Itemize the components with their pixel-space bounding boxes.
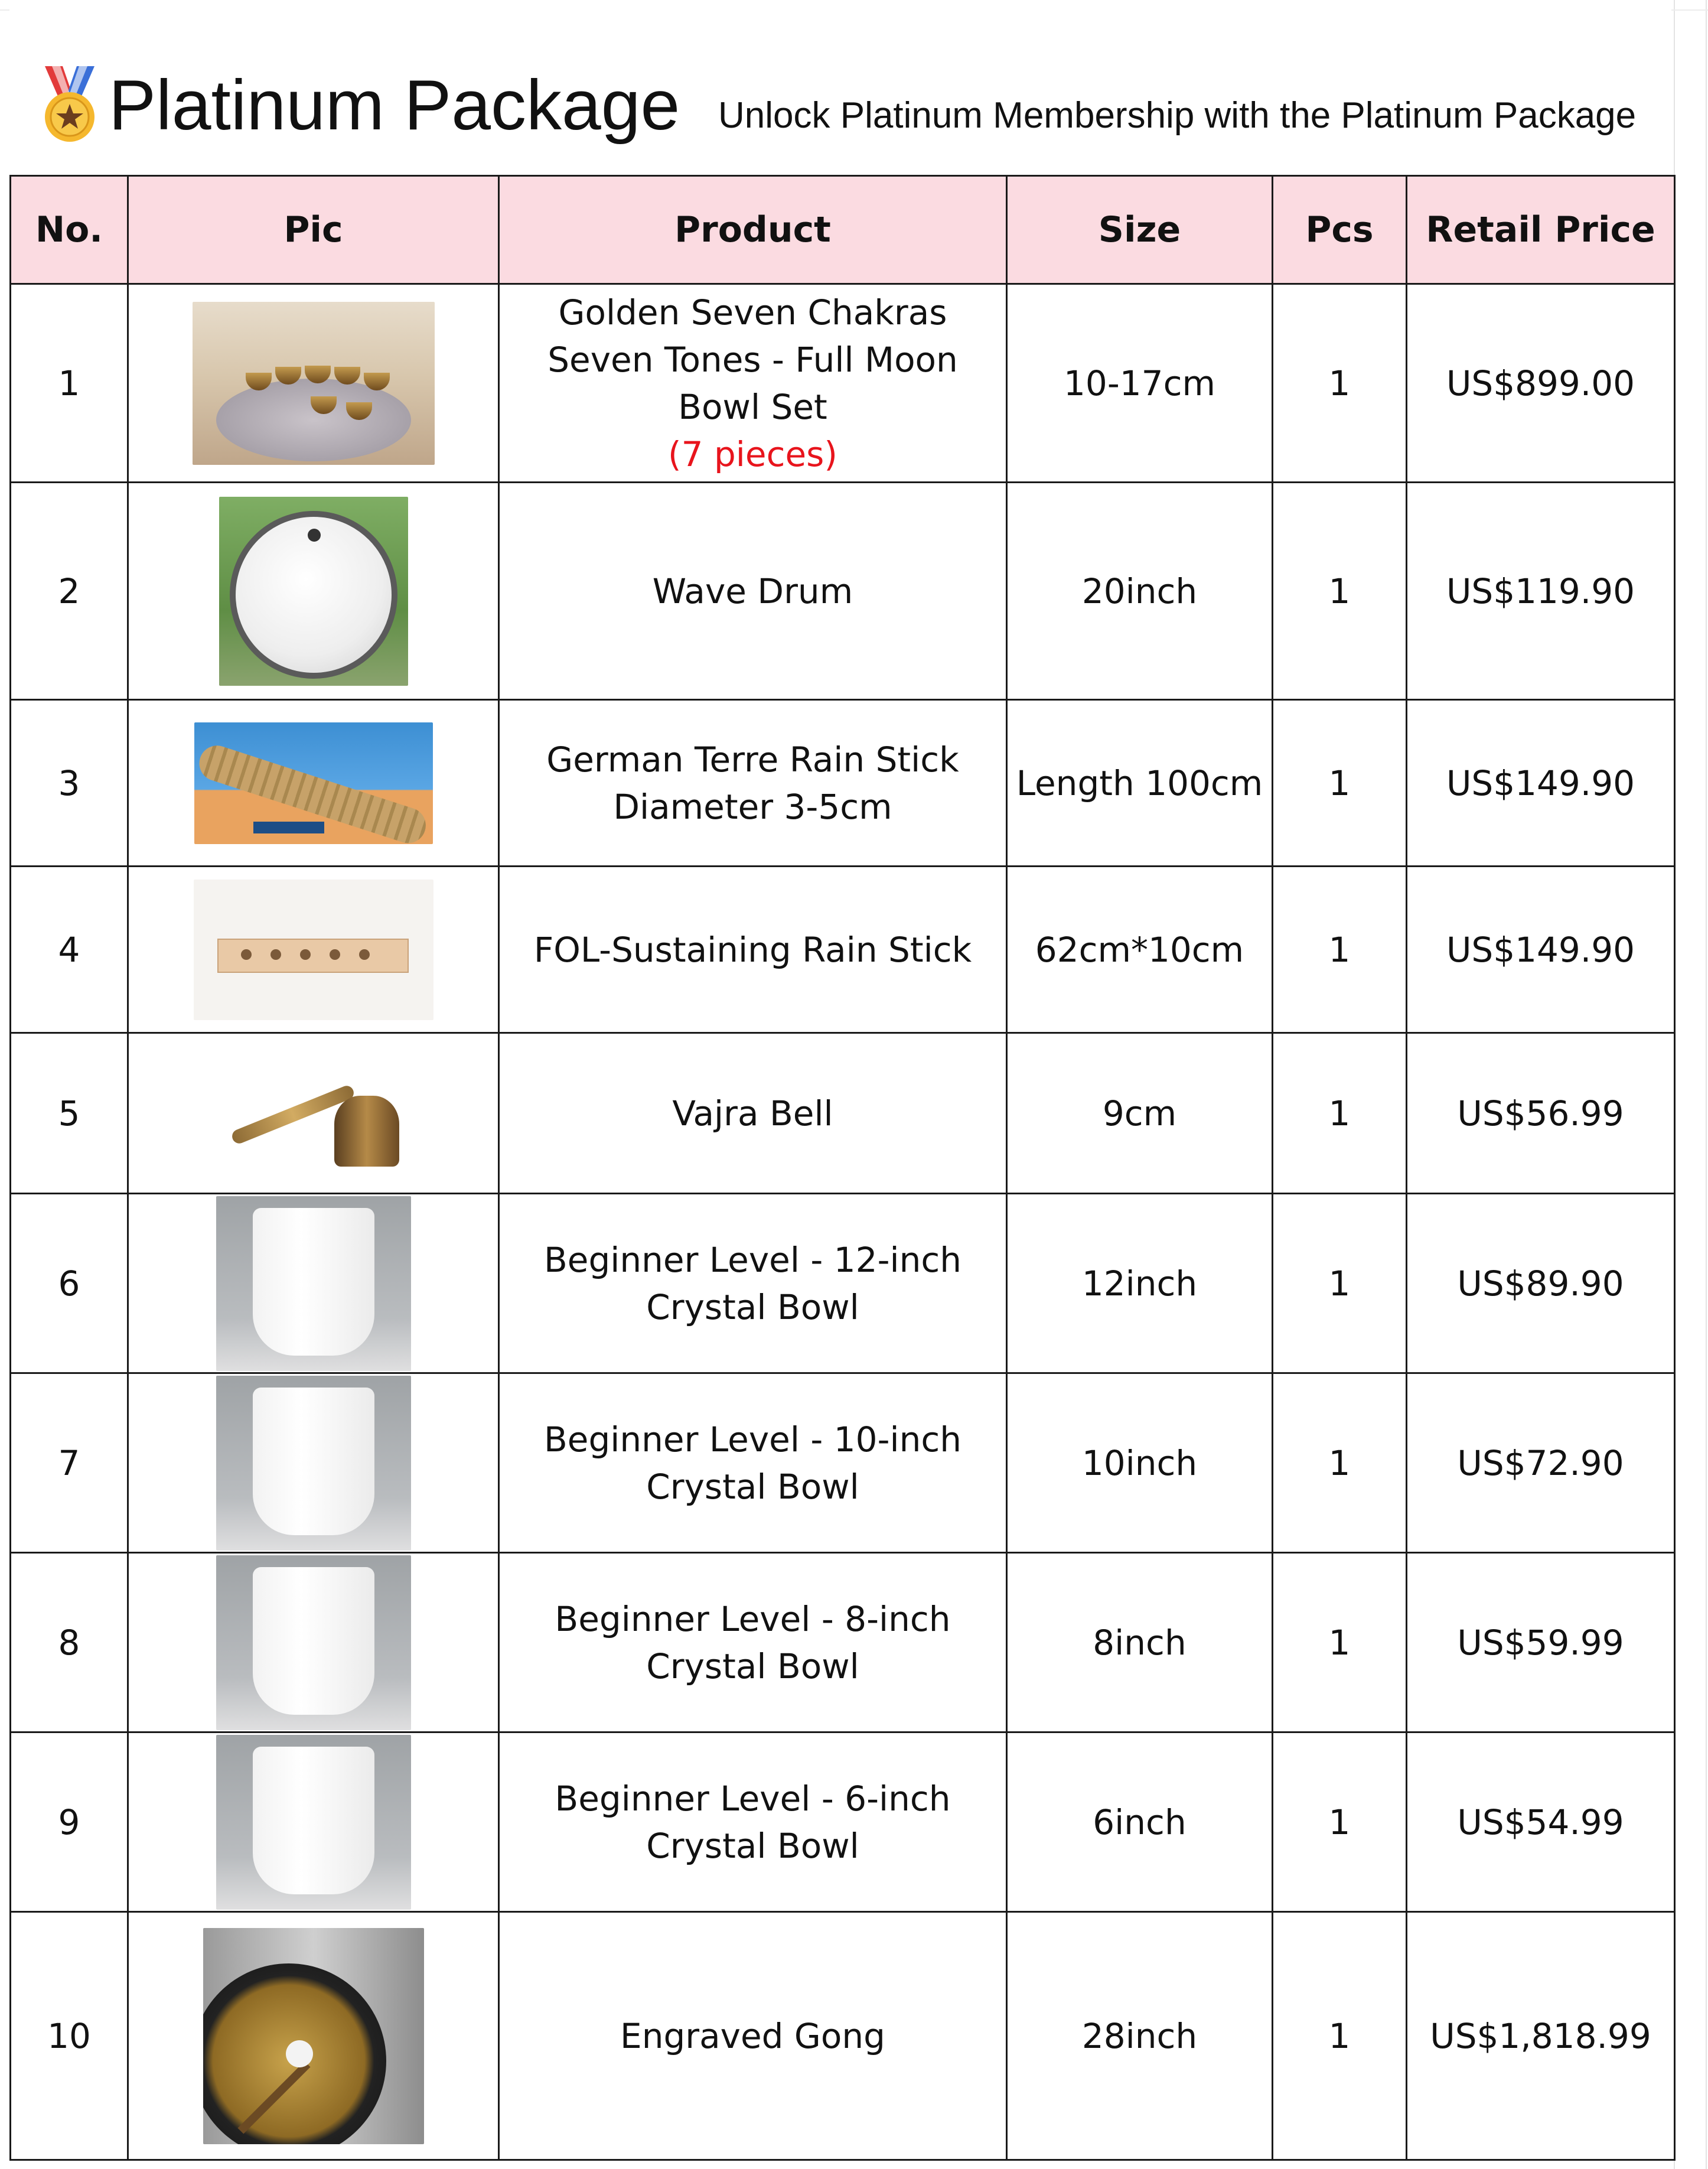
cell-price: US$1,818.99 — [1407, 1912, 1675, 2160]
cell-pic — [128, 1553, 499, 1732]
cell-product: Engraved Gong — [499, 1912, 1007, 2160]
product-quantity-note: (7 pieces) — [668, 434, 837, 474]
table-row — [11, 483, 1675, 700]
cell-size: 20inch — [1007, 483, 1273, 700]
cell-price: US$72.90 — [1407, 1373, 1675, 1553]
column-header-no: No. — [11, 176, 128, 284]
cell-size: 10-17cm — [1007, 284, 1273, 483]
cell-product: Beginner Level - 12-inch Crystal Bowl — [499, 1194, 1007, 1373]
singing-bowl-set-photo — [193, 302, 435, 465]
cell-product: German Terre Rain Stick Diameter 3-5cm — [499, 700, 1007, 867]
cell-no: 2 — [11, 483, 128, 700]
cell-pcs: 1 — [1273, 284, 1407, 483]
table-row — [11, 1912, 1675, 2160]
cell-price: US$149.90 — [1407, 700, 1675, 867]
crystal-bowl-photo — [216, 1735, 411, 1910]
cell-product — [499, 284, 1007, 483]
cell-pcs: 1 — [1273, 1732, 1407, 1912]
wave-drum-photo — [219, 497, 408, 686]
cell-product: FOL-Sustaining Rain Stick — [499, 867, 1007, 1033]
cell-size: 6inch — [1007, 1732, 1273, 1912]
cell-pcs: 1 — [1273, 1194, 1407, 1373]
cell-size: 62cm*10cm — [1007, 867, 1273, 1033]
table-row — [11, 1732, 1675, 1912]
cell-price: US$119.90 — [1407, 483, 1675, 700]
cell-price: US$89.90 — [1407, 1194, 1675, 1373]
cell-price: US$54.99 — [1407, 1732, 1675, 1912]
cell-pic — [128, 867, 499, 1033]
column-header-retail-price: Retail Price — [1407, 176, 1675, 284]
cell-no: 10 — [11, 1912, 128, 2160]
crystal-bowl-photo — [216, 1196, 411, 1371]
product-name: Golden Seven Chakras Seven Tones - Full Moon Bowl Set — [547, 292, 958, 427]
page-title: Platinum Package — [109, 66, 680, 145]
cell-price: US$59.99 — [1407, 1553, 1675, 1732]
page-subtitle: Unlock Platinum Membership with the Platinum Package — [718, 95, 1637, 136]
cell-size: 12inch — [1007, 1194, 1273, 1373]
cell-pic — [128, 284, 499, 483]
vajra-bell-photo — [216, 1054, 411, 1173]
crystal-bowl-photo — [216, 1376, 411, 1551]
cell-product: Beginner Level - 8-inch Crystal Bowl — [499, 1553, 1007, 1732]
cell-pic — [128, 1912, 499, 2160]
cell-price: US$56.99 — [1407, 1033, 1675, 1194]
cell-no: 3 — [11, 700, 128, 867]
cell-no: 1 — [11, 284, 128, 483]
table-row — [11, 867, 1675, 1033]
cell-pic — [128, 1033, 499, 1194]
column-header-product: Product — [499, 176, 1007, 284]
cell-size: Length 100cm — [1007, 700, 1273, 867]
rain-stick-photo — [194, 722, 433, 844]
page-header — [9, 9, 1671, 175]
cell-pcs: 1 — [1273, 867, 1407, 1033]
column-header-size: Size — [1007, 176, 1273, 284]
table-row — [11, 1194, 1675, 1373]
column-header-pic: Pic — [128, 176, 499, 284]
table-row — [11, 1373, 1675, 1553]
cell-product: Beginner Level - 10-inch Crystal Bowl — [499, 1373, 1007, 1553]
table-header-row — [11, 176, 1675, 284]
cell-product: Beginner Level - 6-inch Crystal Bowl — [499, 1732, 1007, 1912]
table-row — [11, 1553, 1675, 1732]
cell-product: Vajra Bell — [499, 1033, 1007, 1194]
sustaining-rain-stick-photo — [194, 880, 433, 1020]
cell-price: US$149.90 — [1407, 867, 1675, 1033]
table-row — [11, 284, 1675, 483]
cell-no: 5 — [11, 1033, 128, 1194]
cell-size: 8inch — [1007, 1553, 1273, 1732]
cell-pic — [128, 1194, 499, 1373]
cell-size: 9cm — [1007, 1033, 1273, 1194]
crystal-bowl-photo — [216, 1555, 411, 1730]
table-row — [11, 1033, 1675, 1194]
cell-pic — [128, 1373, 499, 1553]
cell-size: 10inch — [1007, 1373, 1273, 1553]
cell-pcs: 1 — [1273, 483, 1407, 700]
cell-no: 6 — [11, 1194, 128, 1373]
column-header-pcs: Pcs — [1273, 176, 1407, 284]
cell-pcs: 1 — [1273, 1553, 1407, 1732]
cell-size: 28inch — [1007, 1912, 1273, 2160]
cell-no: 4 — [11, 867, 128, 1033]
cell-no: 7 — [11, 1373, 128, 1553]
cell-no: 9 — [11, 1732, 128, 1912]
cell-pcs: 1 — [1273, 700, 1407, 867]
cell-pic — [128, 1732, 499, 1912]
cell-no: 8 — [11, 1553, 128, 1732]
cell-pcs: 1 — [1273, 1373, 1407, 1553]
product-table — [9, 175, 1676, 2161]
cell-product: Wave Drum — [499, 483, 1007, 700]
cell-pic — [128, 483, 499, 700]
cell-pic — [128, 700, 499, 867]
medal-icon — [34, 63, 105, 145]
cell-price: US$899.00 — [1407, 284, 1675, 483]
cell-pcs: 1 — [1273, 1033, 1407, 1194]
table-row — [11, 700, 1675, 867]
cell-pcs: 1 — [1273, 1912, 1407, 2160]
gong-photo — [203, 1928, 424, 2144]
